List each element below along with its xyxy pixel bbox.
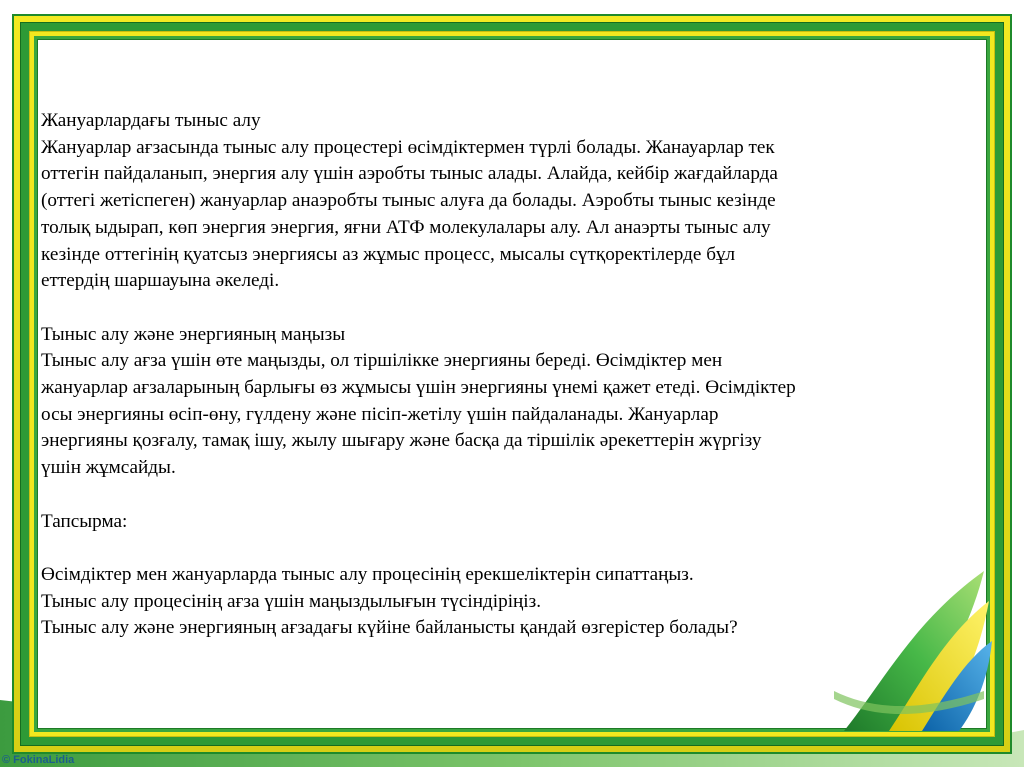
credit-watermark: © FokinaLidia bbox=[2, 754, 75, 766]
paragraph-line: үшін жұмсайды. bbox=[41, 457, 176, 479]
paragraph-line: кезінде оттегінің қуатсыз энергиясы аз жұмыс процесс, мысалы сүтқоректілерде бұл bbox=[41, 243, 736, 265]
paragraph-line: оттегін пайдаланып, энергия алу үшін аэробты тыныс алады. Алайда, кейбір жағдайларда bbox=[41, 163, 778, 185]
section-title: Жануарлардағы тыныс алу bbox=[41, 110, 261, 131]
paragraph-line: энергияны қозғалу, тамақ ішу, жылу шығару және басқа да тіршілік әрекеттерін жүргізу bbox=[41, 430, 762, 452]
section-title: Тыныс алу және энергияның маңызы bbox=[41, 323, 346, 345]
task-item: Өсімдіктер мен жануарларда тыныс алу процесінің ерекшеліктерін сипаттаңыз. bbox=[41, 563, 694, 585]
paragraph-line: Жануарлар ағзасында тыныс алу процестері өсімдіктермен түрлі болады. Жанауарлар тек bbox=[41, 136, 775, 158]
task-title: Тапсырма: bbox=[41, 510, 128, 532]
task-item: Тыныс алу және энергияның ағзадағы күйіне байланысты қандай өзгерістер болады? bbox=[41, 617, 738, 639]
spacer bbox=[41, 482, 961, 509]
paragraph-line: Тыныс алу ағза үшін өте маңызды, ол тіршілікке энергияны береді. Өсімдіктер мен bbox=[41, 350, 723, 372]
paragraph-line: еттердің шаршауына әкеледі. bbox=[41, 270, 280, 292]
spacer bbox=[41, 535, 961, 562]
task-item: Тыныс алу процесінің ағза үшін маңыздылығын түсіндіріңіз. bbox=[41, 590, 542, 612]
paragraph-line: жануарлар ағзаларының барлығы өз жұмысы үшін энергияны үнемі қажет етеді. Өсімдіктер bbox=[41, 377, 796, 399]
slide-text bbox=[41, 108, 961, 642]
spacer bbox=[41, 295, 961, 322]
paragraph-line: осы энергияны өсіп-өну, гүлдену және пісіп-жетілу үшін пайдаланады. Жануарлар bbox=[41, 403, 719, 425]
paragraph-line: толық ыдырап, көп энергия энергия, яғни АТФ молекулалары алу. Ал анаэрты тыныс алу bbox=[41, 216, 771, 238]
paragraph-line: (оттегі жетіспеген) жануарлар анаэробты тыныс алуға да болады. Аэробты тыныс кезінде bbox=[41, 190, 776, 212]
